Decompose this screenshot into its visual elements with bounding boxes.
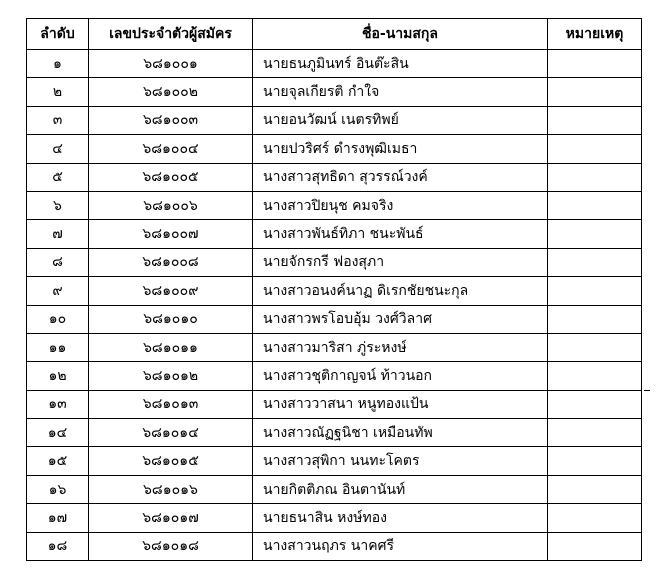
cell-applicant-id: ๖๘๑๐๑๖ bbox=[89, 475, 253, 503]
cell-full-name: นายกิตติภณ อินตานันท์ bbox=[253, 475, 548, 503]
cell-remark bbox=[548, 532, 642, 560]
cell-remark bbox=[548, 78, 642, 106]
cell-remark bbox=[548, 191, 642, 219]
table-row bbox=[27, 248, 642, 276]
cell-order: ๑๕ bbox=[27, 447, 89, 475]
cell-order: ๑๗ bbox=[27, 504, 89, 532]
cell-order: ๖ bbox=[27, 191, 89, 219]
cell-remark bbox=[548, 504, 642, 532]
table-row bbox=[27, 135, 642, 163]
cell-full-name: นางสาวพรโอบอุ้ม วงศ์วิลาศ bbox=[253, 305, 548, 333]
table-row bbox=[27, 362, 642, 390]
cell-applicant-id: ๖๘๑๐๐๑ bbox=[89, 50, 253, 78]
table-row bbox=[27, 532, 642, 560]
cell-applicant-id: ๖๘๑๐๐๖ bbox=[89, 191, 253, 219]
cell-remark bbox=[548, 305, 642, 333]
applicant-table bbox=[26, 18, 642, 561]
cell-order: ๘ bbox=[27, 248, 89, 276]
cell-remark bbox=[548, 277, 642, 305]
cell-applicant-id: ๖๘๑๐๑๕ bbox=[89, 447, 253, 475]
cell-remark bbox=[548, 50, 642, 78]
cell-remark bbox=[548, 135, 642, 163]
table-row bbox=[27, 277, 642, 305]
cell-full-name: นางสาวพันธ์ทิภา ชนะพันธ์ bbox=[253, 220, 548, 248]
cell-full-name: นายธนาสิน หงษ์ทอง bbox=[253, 504, 548, 532]
table-row bbox=[27, 106, 642, 134]
cell-full-name: นายธนภูมินทร์ อินต๊ะสิน bbox=[253, 50, 548, 78]
table-row bbox=[27, 305, 642, 333]
cell-applicant-id: ๖๘๑๐๑๘ bbox=[89, 532, 253, 560]
cell-remark bbox=[548, 362, 642, 390]
table-row bbox=[27, 220, 642, 248]
cell-applicant-id: ๖๘๑๐๐๒ bbox=[89, 78, 253, 106]
header-full-name: ชื่อ-นามสกุล bbox=[253, 19, 548, 50]
cell-order: ๑๖ bbox=[27, 475, 89, 503]
cell-full-name: นางสาวสุทธิดา สุวรรณ์วงค์ bbox=[253, 163, 548, 191]
cell-order: ๑๒ bbox=[27, 362, 89, 390]
cell-order: ๑๔ bbox=[27, 419, 89, 447]
cell-order: ๑๘ bbox=[27, 532, 89, 560]
table-body bbox=[27, 50, 642, 561]
cell-full-name: นางสาวชุติกาญจน์ ท้าวนอก bbox=[253, 362, 548, 390]
cell-order: ๕ bbox=[27, 163, 89, 191]
cell-order: ๒ bbox=[27, 78, 89, 106]
cell-full-name: นางสาวสุพิกา นนทะโคตร bbox=[253, 447, 548, 475]
table-row bbox=[27, 390, 642, 418]
cell-remark bbox=[548, 248, 642, 276]
cell-remark bbox=[548, 333, 642, 361]
header-applicant-id: เลขประจำตัวผู้สมัคร bbox=[89, 19, 253, 50]
table-row bbox=[27, 163, 642, 191]
cell-remark bbox=[548, 475, 642, 503]
table-row bbox=[27, 419, 642, 447]
cell-remark bbox=[548, 163, 642, 191]
cell-full-name: นางสาวนฤภร นาคศรี bbox=[253, 532, 548, 560]
table-row bbox=[27, 447, 642, 475]
cell-applicant-id: ๖๘๑๐๐๓ bbox=[89, 106, 253, 134]
cell-full-name: นางสาวปิยนุช คมจริง bbox=[253, 191, 548, 219]
table-header bbox=[27, 19, 642, 50]
cell-order: ๔ bbox=[27, 135, 89, 163]
cell-remark bbox=[548, 106, 642, 134]
cell-applicant-id: ๖๘๑๐๑๗ bbox=[89, 504, 253, 532]
cell-remark bbox=[548, 447, 642, 475]
cell-applicant-id: ๖๘๑๐๑๔ bbox=[89, 419, 253, 447]
cell-full-name: นางสาวอนงค์นาฏ ดิเรกชัยชนะกุล bbox=[253, 277, 548, 305]
cell-full-name: นายจักรกรี ฟองสุภา bbox=[253, 248, 548, 276]
cell-applicant-id: ๖๘๑๐๑๐ bbox=[89, 305, 253, 333]
table-row bbox=[27, 333, 642, 361]
header-row bbox=[27, 19, 642, 50]
cell-remark bbox=[548, 419, 642, 447]
cell-applicant-id: ๖๘๑๐๐๗ bbox=[89, 220, 253, 248]
cell-full-name: นางสาววาสนา หนูทองแป้น bbox=[253, 390, 548, 418]
cell-full-name: นายอนวัฒน์ เนตรทิพย์ bbox=[253, 106, 548, 134]
cell-order: ๑๐ bbox=[27, 305, 89, 333]
table-row bbox=[27, 50, 642, 78]
cell-full-name: นายปวริศร์ ดำรงพุฒิเมธา bbox=[253, 135, 548, 163]
table-row bbox=[27, 475, 642, 503]
cell-applicant-id: ๖๘๑๐๑๑ bbox=[89, 333, 253, 361]
document-page bbox=[26, 18, 642, 561]
cell-order: ๑ bbox=[27, 50, 89, 78]
cell-applicant-id: ๖๘๑๐๐๙ bbox=[89, 277, 253, 305]
cell-full-name: นายจุลเกียรติ กำใจ bbox=[253, 78, 548, 106]
cell-full-name: นางสาวณัฏฐนิชา เหมือนทัพ bbox=[253, 419, 548, 447]
cell-remark bbox=[548, 390, 642, 418]
cell-remark bbox=[548, 220, 642, 248]
table-row bbox=[27, 504, 642, 532]
cell-full-name: นางสาวมาริสา ภู่ระหงษ์ bbox=[253, 333, 548, 361]
table-row bbox=[27, 78, 642, 106]
header-remark: หมายเหตุ bbox=[548, 19, 642, 50]
header-order: ลำดับ bbox=[27, 19, 89, 50]
cell-applicant-id: ๖๘๑๐๑๓ bbox=[89, 390, 253, 418]
cell-order: ๙ bbox=[27, 277, 89, 305]
table-row bbox=[27, 191, 642, 219]
cell-order: ๑๑ bbox=[27, 333, 89, 361]
cell-applicant-id: ๖๘๑๐๐๘ bbox=[89, 248, 253, 276]
cell-order: ๗ bbox=[27, 220, 89, 248]
cell-order: ๑๓ bbox=[27, 390, 89, 418]
cell-order: ๓ bbox=[27, 106, 89, 134]
edge-tick-mark bbox=[644, 390, 650, 391]
cell-applicant-id: ๖๘๑๐๐๕ bbox=[89, 163, 253, 191]
cell-applicant-id: ๖๘๑๐๑๒ bbox=[89, 362, 253, 390]
cell-applicant-id: ๖๘๑๐๐๔ bbox=[89, 135, 253, 163]
